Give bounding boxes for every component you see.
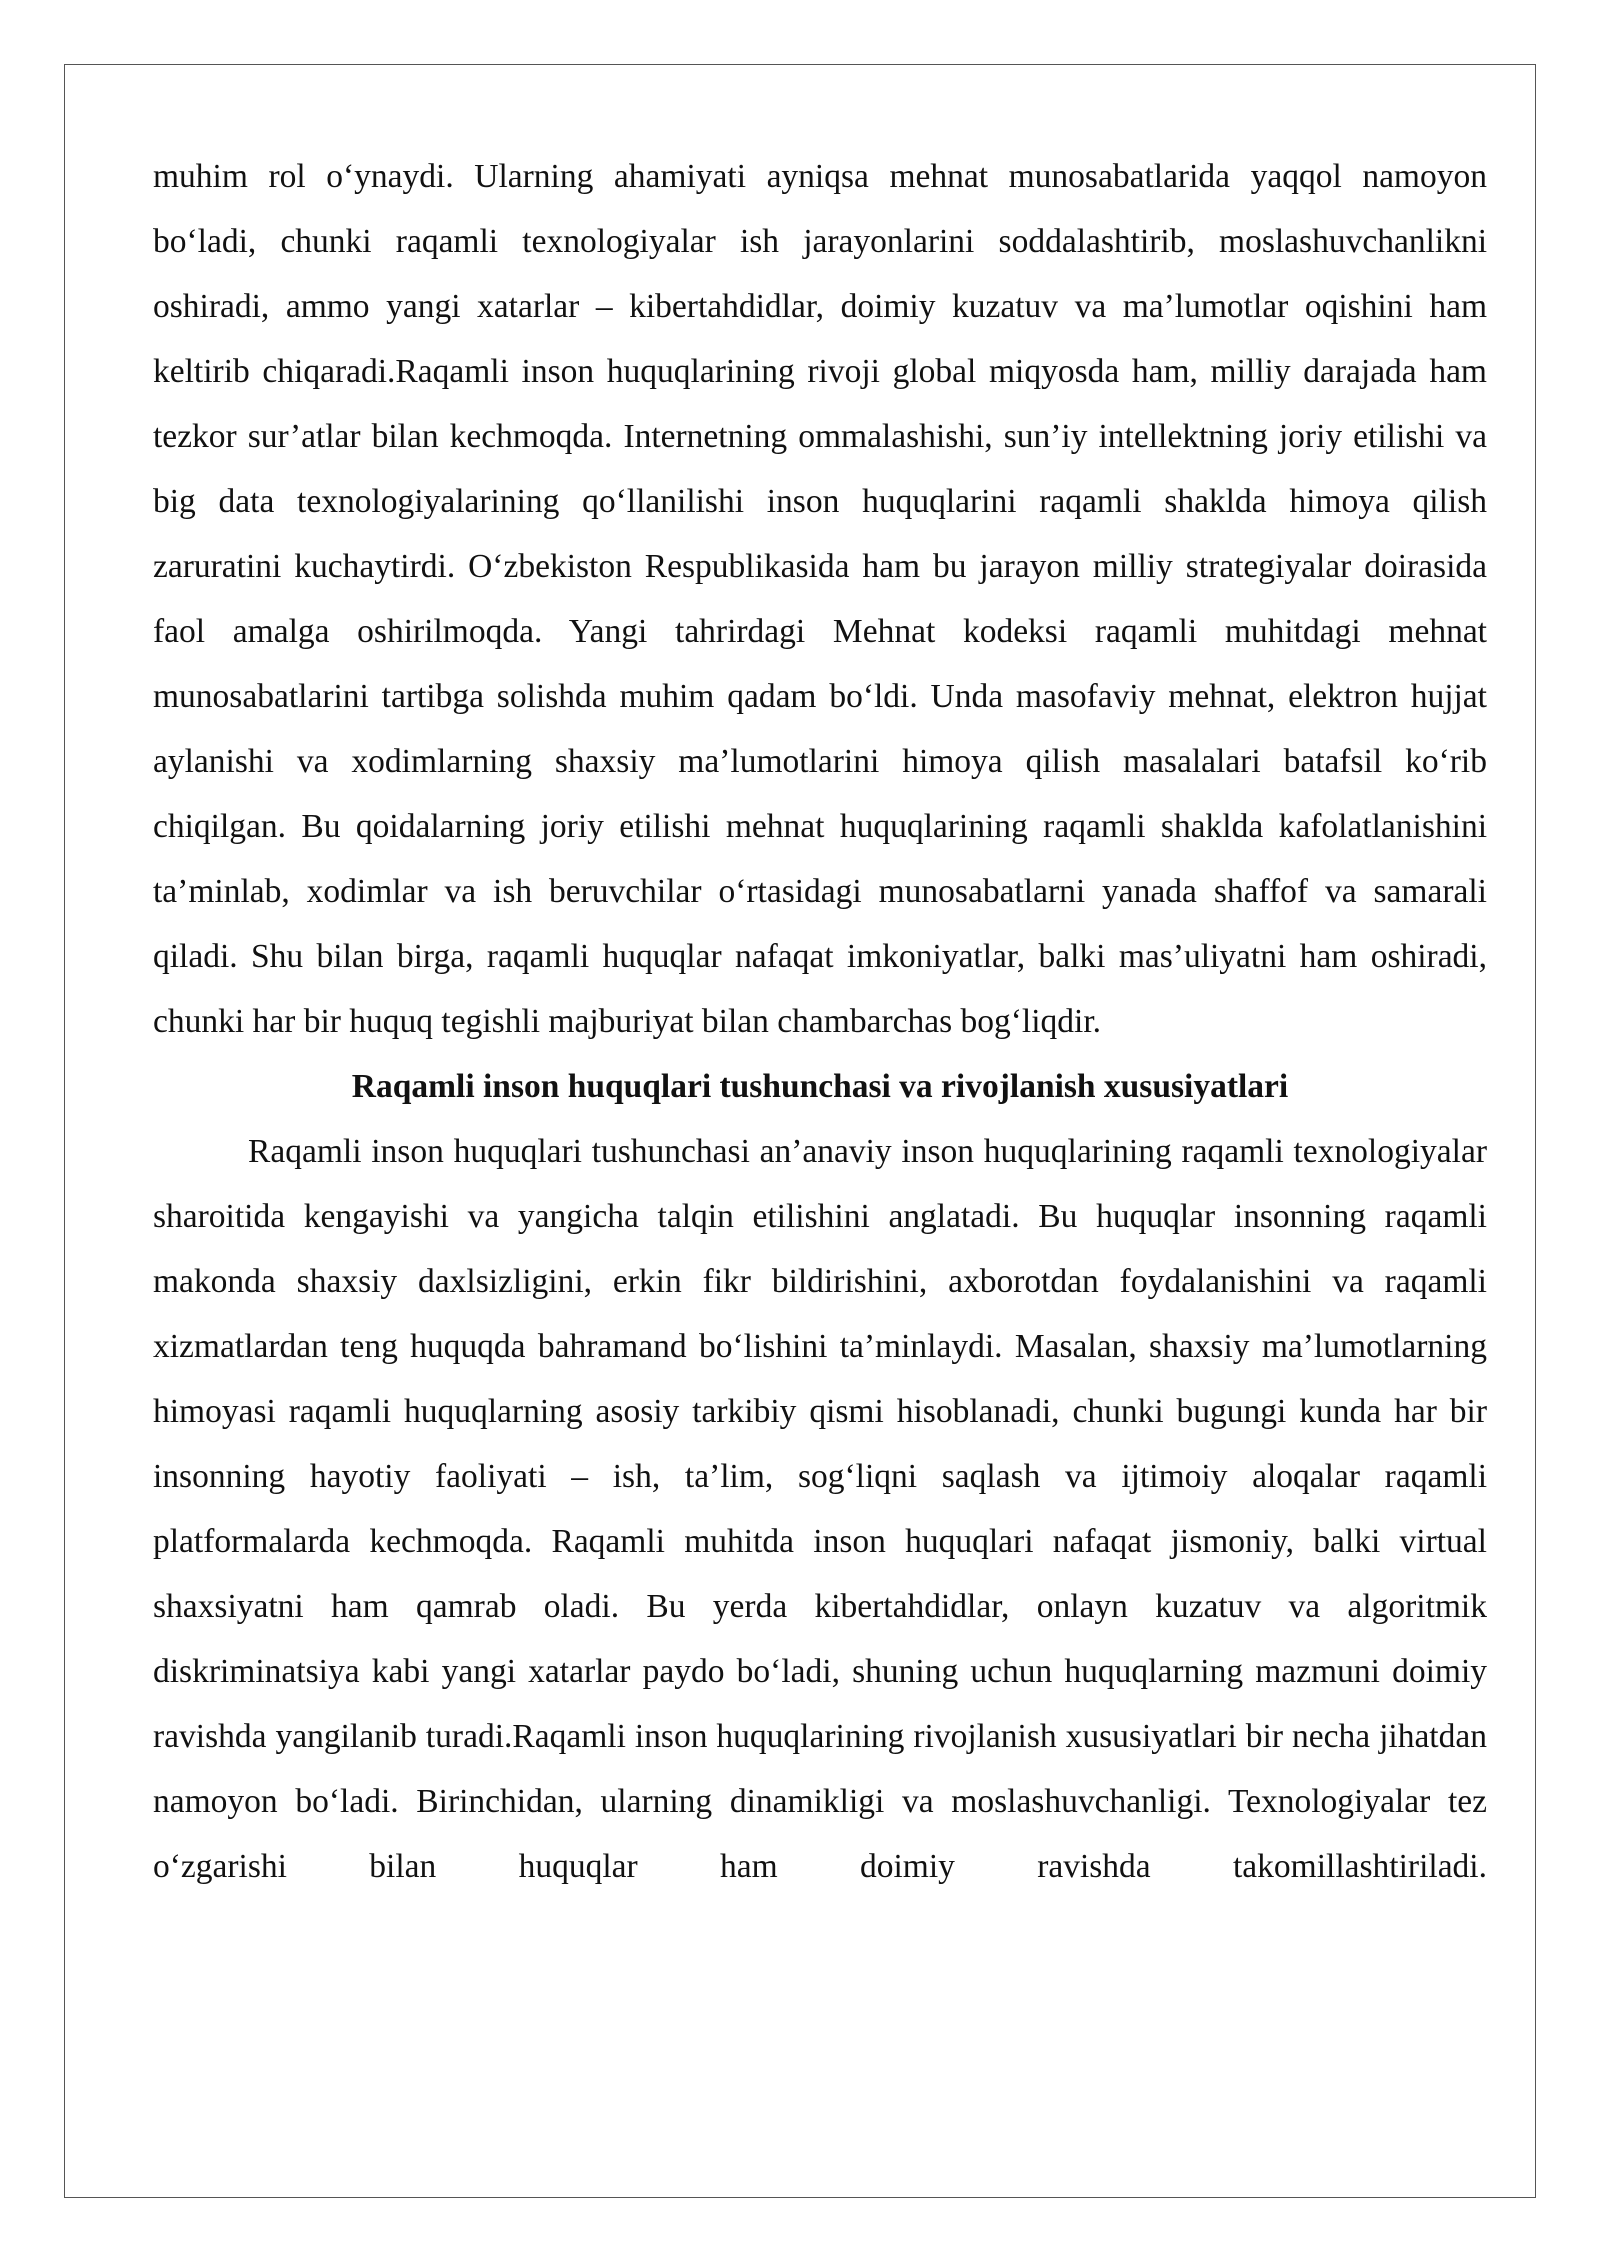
body-paragraph-2: Raqamli inson huquqlari tushunchasi an’anaviy inson huquqlarining raqamli texnologiyalar sharoitida kengayishi va yangicha talqin etilishini anglatadi. Bu huquqlar insonning raqamli makonda shaxsiy daxlsizligini, erkin fikr bildirishini, axborotdan foydalanishini va raqamli xizmatlardan teng huquqda bahramand bo‘lishini ta’minlaydi. Masalan, shaxsiy ma’lumotlarning himoyasi raqamli huquqlarning asosiy tarkibiy qismi hisoblanadi, chunki bugungi kunda har bir insonning hayotiy faoliyati – ish, ta’lim, sog‘liqni saqlash va ijtimoiy aloqalar raqamli platformalarda kechmoqda. Raqamli muhitda inson huquqlari nafaqat jismoniy, balki virtual shaxsiyatni ham qamrab oladi. Bu yerda kibertahdidlar, onlayn kuzatuv va algoritmik diskriminatsiya kabi yangi xatarlar paydo bo‘ladi, shuning uchun huquqlarning mazmuni doimiy ravishda yangilanib turadi.Raqamli inson huquqlarining rivojlanish xususiyatlari bir necha jihatdan namoyon bo‘ladi. Birinchidan, ularning dinamikligi va moslashuvchanligi. Texnologiyalar tez o‘zgarishi bilan huquqlar ham doimiy ravishda takomillashtiriladi. bbox=[153, 1133, 1487, 1885]
document-body bbox=[153, 144, 1487, 1899]
section-heading: Raqamli inson huquqlari tushunchasi va rivojlanish xususiyatlari bbox=[351, 1068, 1289, 1105]
body-paragraph-1: muhim rol o‘ynaydi. Ularning ahamiyati ayniqsa mehnat munosabatlarida yaqqol namoyon bo‘ladi, chunki raqamli texnologiyalar ish jarayonlarini soddalashtirib, moslashuvchanlikni oshiradi, ammo yangi xatarlar – kibertahdidlar, doimiy kuzatuv va ma’lumotlar oqishini ham keltirib chiqaradi.Raqamli inson huquqlarining rivoji global miqyosda ham, milliy darajada ham tezkor sur’atlar bilan kechmoqda. Internetning ommalashishi, sun’iy intellektning joriy etilishi va big data texnologiyalarining qo‘llanilishi inson huquqlarini raqamli shaklda himoya qilish zaruratini kuchaytirdi. O‘zbekiston Respublikasida ham bu jarayon milliy strategiyalar doirasida faol amalga oshirilmoqda. Yangi tahrirdagi Mehnat kodeksi raqamli muhitdagi mehnat munosabatlarini tartibga solishda muhim qadam bo‘ldi. Unda masofaviy mehnat, elektron hujjat aylanishi va xodimlarning shaxsiy ma’lumotlarini himoya qilish masalalari batafsil ko‘rib chiqilgan. Bu qoidalarning joriy etilishi mehnat huquqlarining raqamli shaklda kafolatlanishini ta’minlab, xodimlar va ish beruvchilar o‘rtasidagi munosabatlarni yanada shaffof va samarali qiladi. Shu bilan birga, raqamli huquqlar nafaqat imkoniyatlar, balki mas’uliyatni ham oshiradi, chunki har bir huquq tegishli majburiyat bilan chambarchas bog‘liqdir. bbox=[153, 158, 1487, 1040]
